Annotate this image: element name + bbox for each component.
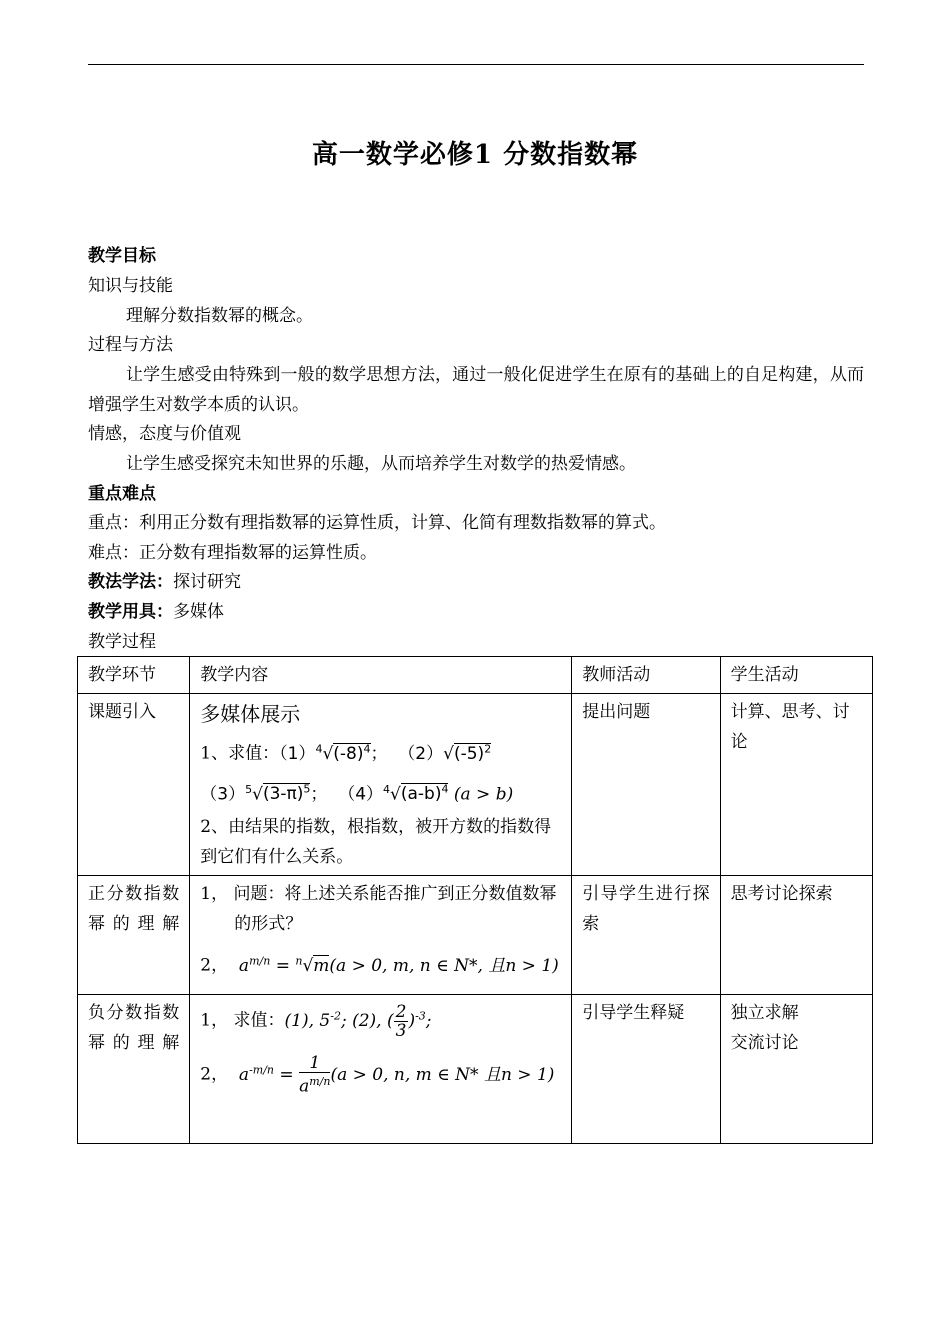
negative-exponent-definition: 2， $a^{-m/n}$ = $\frac{1}{a^{m/n}}$ (a > 0, n, m ∈ N* 且n > 1) xyxy=(200,1053,555,1097)
tools-value: 多媒体 xyxy=(173,602,224,622)
header-cell: 学生活动 xyxy=(720,657,872,694)
table-row xyxy=(78,995,873,1144)
key-point: 重点：利用正分数有理指数幂的运算性质，计算、化简有理数指数幂的算式。 xyxy=(88,513,666,533)
content-cell xyxy=(190,694,572,876)
header-rule xyxy=(88,64,864,65)
emotion-text: 让学生感受探究未知世界的乐趣，从而培养学生对数学的热爱情感。 xyxy=(126,454,636,474)
table-row xyxy=(78,694,873,876)
process-table-heading: 教学过程 xyxy=(88,632,156,652)
expr-1: $(1)^4√(-8)^4$； $(2)√(-5)^2$ xyxy=(279,742,492,764)
stage-cell: 负分数指数幂的理解 xyxy=(78,995,190,1144)
method-value: 探讨研究 xyxy=(173,572,241,592)
header-cell: 教学内容 xyxy=(190,657,572,694)
content-cell xyxy=(190,876,572,995)
header-cell: 教学环节 xyxy=(78,657,190,694)
evaluate-line-1: 1、求值：$(1)^4√(-8)^4$； $(2)√(-5)^2$ xyxy=(200,742,492,764)
tools-label: 教学用具： xyxy=(88,602,173,622)
stage-cell: 课题引入 xyxy=(78,694,190,876)
stage-cell: 正分数指数幂的理解 xyxy=(78,876,190,995)
student-cell: 计算、思考、讨论 xyxy=(720,694,872,876)
process-text: 让学生感受由特殊到一般的数学思想方法，通过一般化促进学生在原有的基础上的自足构建，从而增强学生对数学本质的认识。 xyxy=(88,365,864,415)
knowledge-heading: 知识与技能 xyxy=(88,276,173,296)
teaching-tools xyxy=(88,597,868,627)
teacher-cell: 引导学生进行探索 xyxy=(572,876,720,995)
teacher-cell: 提出问题 xyxy=(572,694,720,876)
key-heading: 重点难点 xyxy=(88,484,156,504)
student-activity-1: 独立求解 xyxy=(730,1003,799,1024)
difficult-point: 难点：正分数有理指数幂的运算性质。 xyxy=(88,543,377,563)
teacher-cell: 引导学生释疑 xyxy=(572,995,720,1144)
generalize-question: 1， 问题：将上述关系能否推广到正分数值数幂的形式？ xyxy=(200,884,557,935)
teaching-process-table xyxy=(77,656,873,1144)
header-cell: 教师活动 xyxy=(572,657,720,694)
goals-heading: 教学目标 xyxy=(88,246,156,266)
knowledge-text: 理解分数指数幂的概念。 xyxy=(126,306,313,326)
positive-exponent-definition: 2， $a^{m/n} = ^n√m(a > 0$, m, n ∈ N*, 且n > 1) xyxy=(200,954,559,976)
emotion-heading: 情感，态度与价值观 xyxy=(88,424,241,444)
evaluate-line-2: $(3)^5√(3-\pi)^5$； $(4)^4√(a-b)^4$ (a > b) xyxy=(200,782,514,805)
student-cell xyxy=(720,995,872,1144)
teaching-method xyxy=(88,567,868,597)
table-header-row xyxy=(78,657,873,694)
negative-evaluate: 1， 求值：(1), $5^{-2}$; (2), ( $\frac{2}{3}$ )$^{-3}$; xyxy=(200,1001,432,1041)
content-cell xyxy=(190,995,572,1144)
table-row xyxy=(78,876,873,995)
student-activity-2: 交流讨论 xyxy=(730,1033,799,1054)
process-heading: 过程与方法 xyxy=(88,335,173,355)
method-label: 教法学法： xyxy=(88,572,173,592)
page-title: 高一数学必修1 分数指数幂 xyxy=(311,140,639,170)
media-label: 多媒体展示 xyxy=(200,702,301,726)
relation-question: 2、由结果的指数，根指数，被开方数的指数得到它们有什么关系。 xyxy=(200,817,552,868)
student-cell: 思考讨论探索 xyxy=(720,876,872,995)
